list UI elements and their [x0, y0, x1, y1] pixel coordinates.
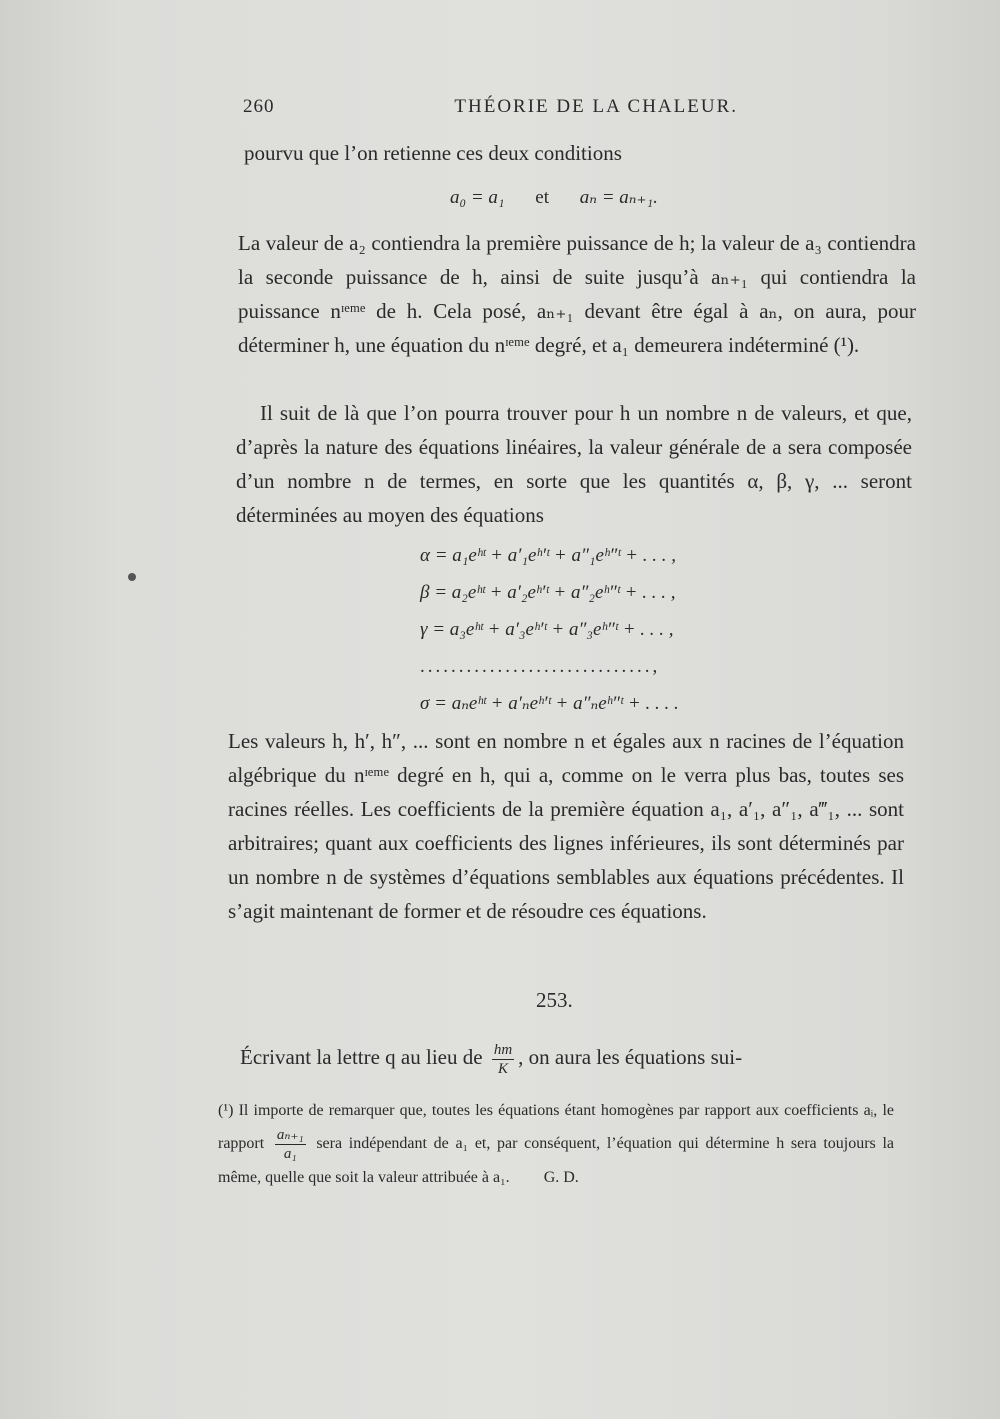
- paragraph-5-before: Écrivant la lettre q au lieu de: [240, 1045, 483, 1069]
- footnote-fraction-numerator: aₙ₊₁: [276, 1127, 304, 1143]
- paragraph-4-text: Les valeurs h, h′, h″, ... sont en nombre n et égales aux n racines de l’équation algébrique du nᶦᵉᵐᵉ degré en h, qui a, comme on le verra plus bas, toutes ses racines réelles. Les coefficients de la première équation a₁, a′₁, a″₁, a‴₁, ... sont arbitraires; quant aux coefficients des lignes inférieures, ils sont déterminés par un nombre n de systèmes d’équations semblables aux équations précédentes. Il s’agit maintenant de former et de résoudre ces équations.: [228, 729, 904, 923]
- fraction-denominator: K: [497, 1060, 508, 1077]
- footnote-fraction: [275, 1126, 306, 1163]
- intro-text: pourvu que l’on retienne ces deux conditions: [244, 141, 622, 165]
- footnote-part-1: (¹) Il importe de remarquer que, toutes les équations étant homogènes par rapport aux coefficients aᵢ, le rapport: [218, 1102, 894, 1153]
- condition-right: aₙ = aₙ₊₁.: [579, 187, 658, 208]
- equation-alpha: α = a₁eʰᵗ + a′₁eʰ′ᵗ + a″₁eʰ″ᵗ + . . . ,: [420, 545, 677, 566]
- equation-beta: β = a₂eʰᵗ + a′₂eʰ′ᵗ + a″₂eʰ″ᵗ + . . . ,: [420, 582, 676, 603]
- condition-left: a₀ = a₁: [450, 187, 505, 208]
- paragraph-3-text: Il suit de là que l’on pourra trouver pour h un nombre n de valeurs, et que, d’après la nature des équations linéaires, la valeur générale de a sera composée d’un nombre n de termes, en sorte que les quantités α, β, γ, ... seront déterminées au moyen des équations: [236, 401, 912, 527]
- condition-separator: et: [535, 187, 550, 208]
- page-number: 260: [243, 96, 275, 117]
- running-title: THÉORIE DE LA CHALEUR.: [454, 96, 738, 117]
- ink-spot: [128, 573, 136, 581]
- paragraph-2: [238, 226, 916, 362]
- equation-system: [420, 537, 679, 722]
- equation-ellipsis: ..............................,: [420, 656, 661, 677]
- fraction-hm-over-k: [492, 1041, 514, 1078]
- footnote-part-2: sera indépendant de a₁ et, par conséquent, l’équation qui détermine h sera toujours la même, quelle que soit la valeur attribuée à a₁.: [218, 1135, 895, 1186]
- equation-gamma: γ = a₃eʰᵗ + a′₃eʰ′ᵗ + a″₃eʰ″ᵗ + . . . ,: [420, 619, 674, 640]
- footnote-signature: G. D.: [543, 1169, 579, 1186]
- equation-sigma: σ = aₙeʰᵗ + a′ₙeʰ′ᵗ + a″ₙeʰ″ᵗ + . . . .: [420, 693, 679, 714]
- section-number: 253.: [536, 988, 573, 1012]
- footnote: [218, 1096, 894, 1193]
- paragraph-5-text: [240, 1040, 896, 1078]
- paragraph-5: [240, 1040, 896, 1078]
- page-header: [243, 96, 738, 126]
- paragraph-2-text: La valeur de a₂ contiendra la première puissance de h; la valeur de a₃ contiendra la seconde puissance de h, ainsi de suite jusqu’à aₙ₊₁ qui contiendra la puissance nᶦᵉᵐᵉ de h. Cela posé, aₙ₊₁ devant être égal à aₙ, on aura, pour déterminer h, une équation du nᶦᵉᵐᵉ degré, et a₁ demeurera indéterminé (¹).: [238, 231, 916, 357]
- paragraph-4: [228, 724, 904, 928]
- boundary-conditions: [450, 186, 658, 209]
- paragraph-5-after: , on aura les équations sui-: [518, 1045, 743, 1069]
- intro-paragraph: [232, 136, 912, 170]
- fraction-numerator: hm: [493, 1041, 513, 1058]
- footnote-fraction-denominator: a₁: [283, 1146, 297, 1162]
- paragraph-3: [236, 396, 912, 532]
